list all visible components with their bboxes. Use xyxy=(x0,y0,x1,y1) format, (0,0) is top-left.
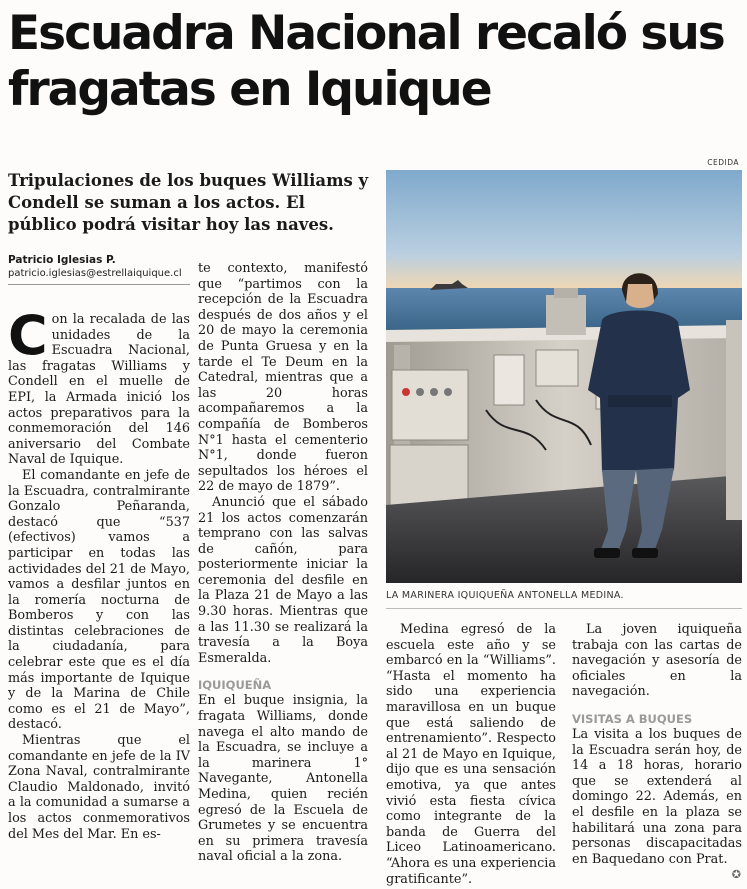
article-column-2 xyxy=(198,261,368,865)
caption-divider xyxy=(386,608,742,609)
article-column-3 xyxy=(386,622,556,887)
section-heading-iquiquena: IQUIQUEÑA xyxy=(198,678,272,693)
paragraph: El comandante en jefe de la Escuadra, contralmirante Gonzalo Peñaranda, destacó que “537 (efectivos) vamos a participar en todas las actividades del 21 de Mayo, vamos a desfilar juntos en la romería nocturna de Bomberos y con las distintas celebraciones de la ciudadanía, para celebrar este que es el día más importante de Iquique y de la Marina de Chile como es el 21 de Mayo”, destacó. xyxy=(8,467,190,733)
article-photo xyxy=(386,170,742,583)
photo-sailor-on-deck xyxy=(386,170,742,583)
paragraph: Medina egresó de la escuela este año y se embarcó en la “Williams”. “Hasta el momento ha sido una experiencia maravillosa en un buque que está saliendo de entrenamiento”. Respecto al 21 de Mayo en Iquique, dijo que es una sensación emotiva, ya que antes vivió esta fiesta cívica como integrante de la banda de Guerra del Liceo Latinoamericano. “Ahora es una experiencia gratificante”. xyxy=(386,622,556,887)
paragraph: La joven iquiqueña trabaja con las cartas de navegación y asesoría de oficiales en la navegación. xyxy=(572,622,742,700)
article-column-4 xyxy=(572,622,742,867)
drop-cap: C xyxy=(8,304,48,367)
byline-divider xyxy=(8,284,190,285)
author-name: Patricio Iglesias P. xyxy=(8,254,116,266)
photo-caption: LA MARINERA IQUIQUEÑA ANTONELLA MEDINA. xyxy=(386,590,624,601)
paragraph: En el buque insignia, la fragata Williams, donde navega el alto mando de la Escuadra, se incluye a la marinera 1° Navegante, Antonella Medina, quien recién egresó de la Escuela de Grumetes y se encuentra en su primera travesía naval oficial a la zona. xyxy=(198,693,368,865)
headline: Escuadra Nacional recaló sus fragatas en Iquique xyxy=(8,6,724,117)
article-column-1 xyxy=(8,304,190,842)
section-heading-visitas: VISITAS A BUQUES xyxy=(572,711,693,726)
paragraph: Anunció que el sábado 21 los actos comenzarán temprano con las salvas de cañón, para posteriormente iniciar la ceremonia del desfile en la Plaza 21 de Mayo a las 9.30 horas. Mientras que a las 11.30 se realizará la travesía a la Boya Esmeralda. xyxy=(198,494,368,666)
photo-credit: CEDIDA xyxy=(707,158,739,167)
subheadline: Tripulaciones de los buques Williams y Condell se suman a los actos. El público podrá visitar hoy las naves. xyxy=(8,171,369,234)
paragraph: te contexto, manifestó que “partimos con la recepción de la Escuadra después de dos años y el 20 de mayo la ceremonia de Punta Gruesa y en la tarde el Te Deum en la Catedral, mientras que a las 20 horas acompañaremos a la compañía de Bomberos N°1 hasta el cementerio N°1, donde fueron sepultados los héroes el 22 de mayo de 1879”. xyxy=(198,261,368,495)
end-mark-icon: ✪ xyxy=(731,868,741,881)
paragraph: Mientras que el comandante en jefe de la IV Zona Naval, contralmirante Claudio Maldonado, invitó a la comunidad a sumarse a los actos conmemorativos del Mes del Mar. En es- xyxy=(8,733,190,842)
paragraph: La visita a los buques de la Escuadra serán hoy, de 14 a 18 horas, horario que se extenderá al domingo 22. Además, en el desfile en la plaza se habilitará una zona para personas discapacitadas en Baquedano con Prat. xyxy=(572,726,742,867)
author-email[interactable]: patricio.iglesias@estrellaiquique.cl xyxy=(8,268,182,279)
lead-paragraph: Con la recalada de las unidades de la Escuadra Nacional, las fragatas Williams y Condell en el muelle de EPI, la Armada inició los actos preparativos para la conmemoración del 146 aniversario del Combate Naval de Iquique. xyxy=(8,304,190,468)
